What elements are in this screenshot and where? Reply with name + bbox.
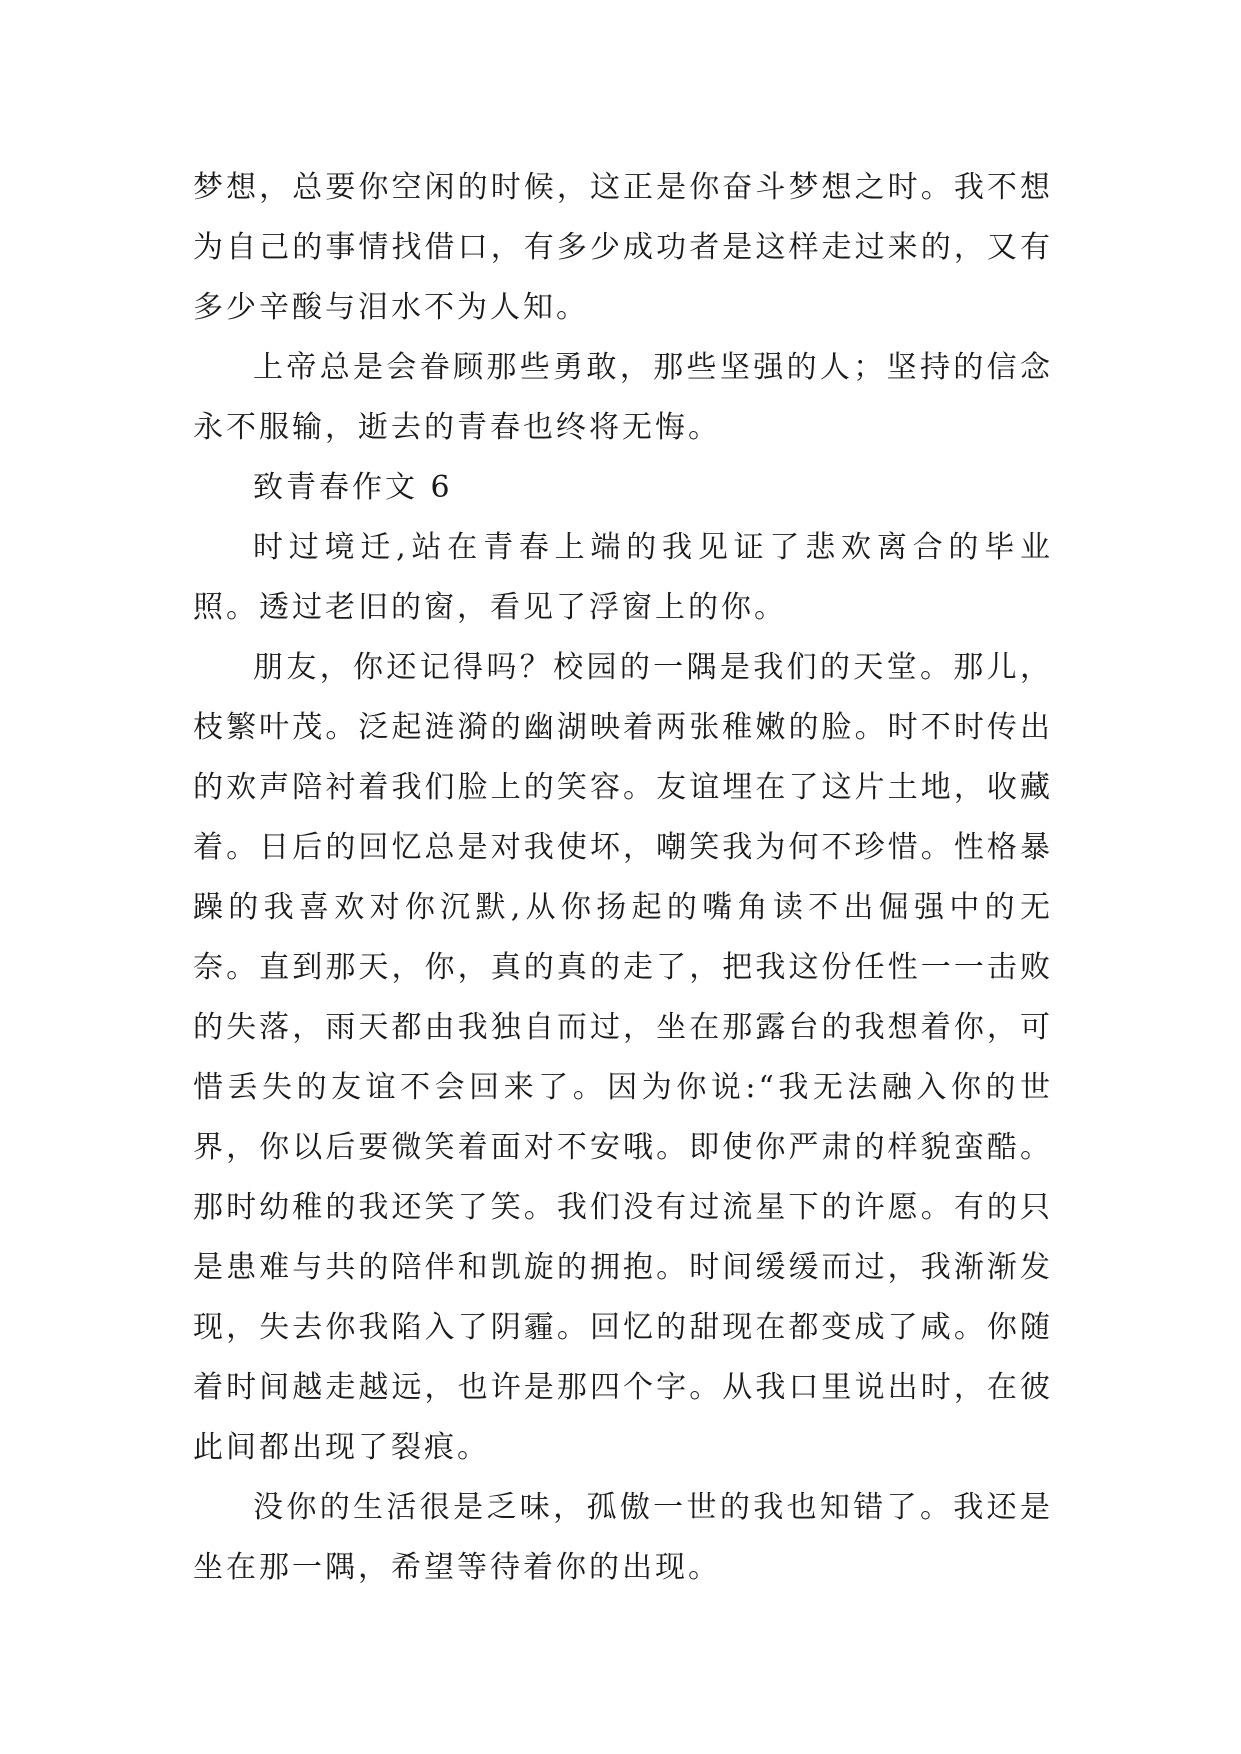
paragraph: 时过境迁,站在青春上端的我见证了悲欢离合的毕业照。透过老旧的窗，看见了浮窗上的你。 bbox=[193, 530, 1053, 625]
paragraph-continued: 梦想，总要你空闲的时候，这正是你奋斗梦想之时。我不想为自己的事情找借口，有多少成功者是这样走过来的，又有多少辛酸与泪水不为人知。 bbox=[193, 170, 1053, 325]
section-heading: 致青春作文 6 bbox=[253, 470, 453, 505]
document-page bbox=[193, 158, 1053, 1598]
paragraph: 朋友，你还记得吗？校园的一隅是我们的天堂。那儿，枝繁叶茂。泛起涟漪的幽湖映着两张稚嫩的脸。时不时传出的欢声陪衬着我们脸上的笑容。友谊埋在了这片土地，收藏着。日后的回忆总是对我使坏，嘲笑我为何不珍惜。性格暴躁的我喜欢对你沉默,从你扬起的嘴角读不出倔强中的无奈。直到那天，你，真的真的走了，把我这份任性一一击败的失落，雨天都由我独自而过，坐在那露台的我想着你，可惜丢失的友谊不会回来了。因为你说:“我无法融入你的世界，你以后要微笑着面对不安哦。即使你严肃的样貌蛮酷。那时幼稚的我还笑了笑。我们没有过流星下的许愿。有的只是患难与共的陪伴和凯旋的拥抱。时间缓缓而过，我渐渐发现，失去你我陷入了阴霾。回忆的甜现在都变成了咸。你随着时间越走越远，也许是那四个字。从我口里说出时，在彼此间都出现了裂痕。 bbox=[193, 650, 1053, 1465]
paragraph: 上帝总是会眷顾那些勇敢，那些坚强的人；坚持的信念永不服输，逝去的青春也终将无悔。 bbox=[193, 350, 1053, 445]
paragraph: 没你的生活很是乏味，孤傲一世的我也知错了。我还是坐在那一隅，希望等待着你的出现。 bbox=[193, 1490, 1053, 1585]
